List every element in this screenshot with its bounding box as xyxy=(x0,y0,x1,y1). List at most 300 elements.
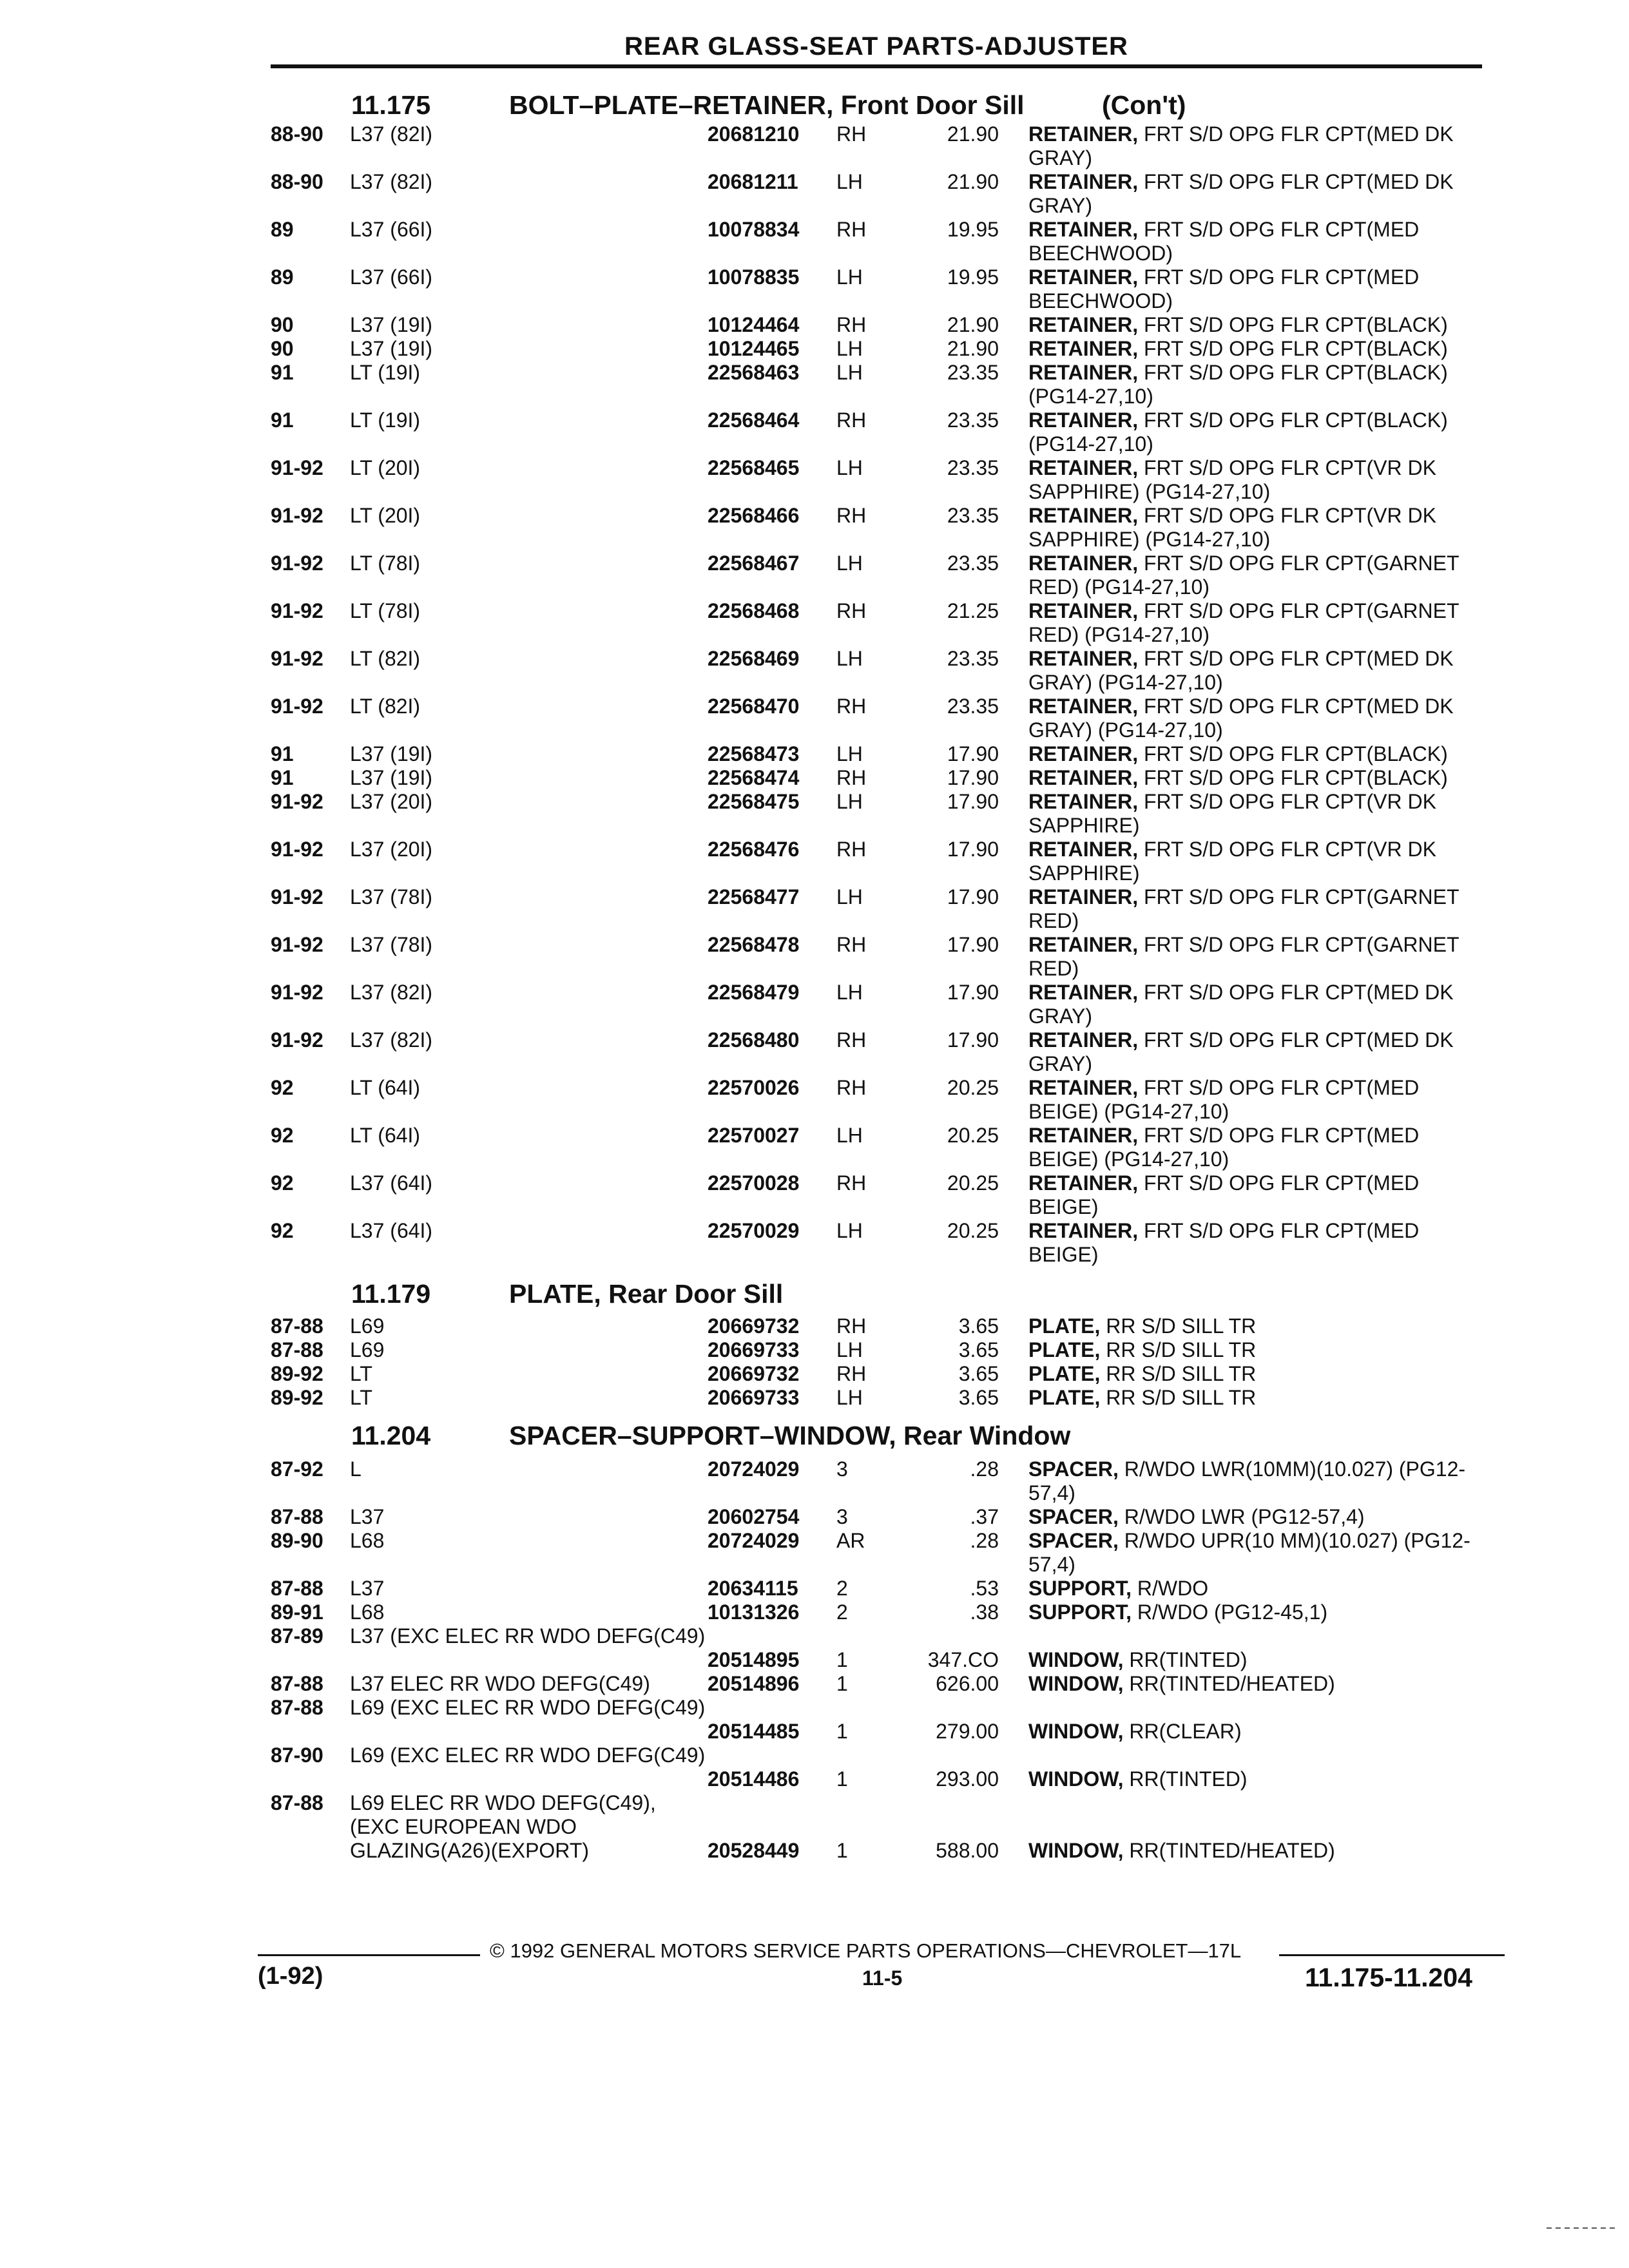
quantity-or-side: LH xyxy=(836,337,863,360)
description-keyword: RETAINER, xyxy=(1028,122,1139,146)
model-years: 89-90 xyxy=(271,1529,323,1552)
part-number: 20681211 xyxy=(708,170,798,193)
model-code: LT (20I) xyxy=(350,456,421,479)
description-detail: FRT S/D OPG FLR CPT(BLACK) xyxy=(1138,766,1448,789)
model-years: 89-91 xyxy=(271,1600,323,1624)
price: 23.35 xyxy=(947,361,999,384)
part-number: 22568477 xyxy=(708,885,800,908)
model-code: LT (64I) xyxy=(350,1124,421,1147)
model-years: 87-89 xyxy=(271,1624,323,1648)
part-description xyxy=(1028,218,1492,265)
price: 19.95 xyxy=(947,265,999,289)
description-keyword: RETAINER, xyxy=(1028,408,1139,432)
parts-row xyxy=(0,1028,1629,1076)
model-code: LT (82I) xyxy=(350,647,421,670)
price: 20.25 xyxy=(947,1171,999,1195)
parts-row xyxy=(0,885,1629,933)
model-years: 87-88 xyxy=(271,1338,323,1361)
part-number: 20669733 xyxy=(708,1338,800,1361)
section-number: 11.179 xyxy=(351,1279,431,1309)
parts-row xyxy=(0,1457,1629,1505)
quantity-or-side: LH xyxy=(836,1386,863,1409)
parts-row xyxy=(0,265,1629,313)
price: 3.65 xyxy=(958,1386,999,1409)
model-code: L37 (82I) xyxy=(350,170,433,193)
description-detail: FRT S/D OPG FLR CPT(MED DK GRAY) (PG14-27,10) xyxy=(1028,695,1454,742)
model-code: L69 ELEC RR WDO DEFG(C49), (EXC EUROPEAN WDO GLAZING(A26)(EXPORT) xyxy=(350,1791,656,1862)
price: 21.90 xyxy=(947,337,999,360)
parts-row xyxy=(0,1505,1629,1529)
part-description xyxy=(1028,1386,1492,1410)
part-description xyxy=(1028,885,1492,933)
model-code: L37 xyxy=(350,1505,385,1528)
quantity-or-side: RH xyxy=(836,933,867,956)
page-title: REAR GLASS-SEAT PARTS-ADJUSTER xyxy=(624,32,1128,61)
price: 19.95 xyxy=(947,218,999,241)
model-years: 91-92 xyxy=(271,695,323,718)
section-heading xyxy=(0,90,1629,126)
part-number: 20602754 xyxy=(708,1505,800,1528)
description-keyword: SPACER, xyxy=(1028,1457,1119,1481)
description-detail: R/WDO LWR (PG12-57,4) xyxy=(1118,1505,1365,1528)
footer-copyright: © 1992 GENERAL MOTORS SERVICE PARTS OPERATIONS—CHEVROLET—17L xyxy=(490,1939,1242,1962)
parts-row xyxy=(0,599,1629,647)
description-keyword: RETAINER, xyxy=(1028,838,1139,861)
description-detail: FRT S/D OPG FLR CPT(MED DK GRAY) xyxy=(1028,1028,1454,1075)
parts-row xyxy=(0,1696,1629,1744)
model-years: 91-92 xyxy=(271,981,323,1004)
model-code: LT xyxy=(350,1362,372,1385)
section-number: 11.175 xyxy=(351,90,431,120)
header-rule xyxy=(271,64,1482,68)
price: .38 xyxy=(970,1600,999,1624)
model-code: L37 (19I) xyxy=(350,742,433,765)
footer-section-range: 11.175-11.204 xyxy=(1305,1963,1472,1992)
part-number: 22568463 xyxy=(708,361,800,384)
description-detail: FRT S/D OPG FLR CPT(GARNET RED) (PG14-27,10) xyxy=(1028,599,1459,646)
model-years: 87-88 xyxy=(271,1696,323,1719)
quantity-or-side: RH xyxy=(836,408,867,432)
description-detail: FRT S/D OPG FLR CPT(MED BEECHWOOD) xyxy=(1028,218,1420,265)
quantity-or-side: LH xyxy=(836,1219,863,1242)
parts-row xyxy=(0,408,1629,456)
model-years: 87-90 xyxy=(271,1744,323,1767)
description-keyword: RETAINER, xyxy=(1028,456,1139,479)
quantity-or-side: RH xyxy=(836,695,867,718)
section-heading xyxy=(0,1421,1629,1457)
model-years: 87-88 xyxy=(271,1672,323,1695)
part-description xyxy=(1028,1529,1492,1577)
footer-page-number: 11-5 xyxy=(862,1966,903,1990)
description-detail: FRT S/D OPG FLR CPT(MED BEIGE) xyxy=(1028,1219,1420,1266)
parts-row xyxy=(0,1577,1629,1600)
part-description xyxy=(1028,647,1492,695)
description-detail: FRT S/D OPG FLR CPT(MED BEECHWOOD) xyxy=(1028,265,1420,312)
model-years: 91-92 xyxy=(271,599,323,622)
footer-rule-right xyxy=(1279,1954,1505,1956)
part-number: 22568469 xyxy=(708,647,800,670)
description-detail: FRT S/D OPG FLR CPT(BLACK) xyxy=(1138,337,1448,360)
part-number: 22568468 xyxy=(708,599,800,622)
description-detail: RR S/D SILL TR xyxy=(1100,1386,1257,1409)
model-code: L37 (64I) xyxy=(350,1219,433,1242)
quantity-or-side: LH xyxy=(836,552,863,575)
model-years: 91-92 xyxy=(271,504,323,527)
description-detail: FRT S/D OPG FLR CPT(BLACK) xyxy=(1138,313,1448,336)
model-code: L37 (19I) xyxy=(350,337,433,360)
description-detail: FRT S/D OPG FLR CPT(BLACK) (PG14-27,10) xyxy=(1028,408,1448,456)
description-keyword: RETAINER, xyxy=(1028,552,1139,575)
model-years: 91-92 xyxy=(271,552,323,575)
parts-row xyxy=(0,361,1629,408)
price: 17.90 xyxy=(947,742,999,765)
parts-row xyxy=(0,1624,1629,1672)
price: 20.25 xyxy=(947,1219,999,1242)
parts-row xyxy=(0,981,1629,1028)
part-description xyxy=(1028,766,1492,790)
price: .53 xyxy=(970,1577,999,1600)
model-years: 91 xyxy=(271,742,294,765)
description-keyword: RETAINER, xyxy=(1028,1124,1139,1147)
model-code: L37 (78I) xyxy=(350,933,433,956)
description-keyword: RETAINER, xyxy=(1028,981,1139,1004)
model-years: 90 xyxy=(271,337,294,360)
description-detail: FRT S/D OPG FLR CPT(GARNET RED) (PG14-27,10) xyxy=(1028,552,1459,599)
model-years: 91-92 xyxy=(271,933,323,956)
part-number: 20514486 xyxy=(708,1767,800,1791)
model-code: L68 xyxy=(350,1600,385,1624)
section-name: PLATE, Rear Door Sill xyxy=(509,1279,784,1309)
description-keyword: WINDOW, xyxy=(1028,1720,1124,1743)
description-keyword: RETAINER, xyxy=(1028,1219,1139,1242)
part-number: 20514485 xyxy=(708,1720,800,1743)
quantity-or-side: LH xyxy=(836,790,863,813)
model-years: 87-88 xyxy=(271,1577,323,1600)
part-number: 22570029 xyxy=(708,1219,800,1242)
model-code: L37 (66I) xyxy=(350,265,433,289)
description-keyword: RETAINER, xyxy=(1028,1076,1139,1099)
part-description xyxy=(1028,1171,1492,1219)
model-years: 91 xyxy=(271,408,294,432)
price: .28 xyxy=(970,1457,999,1481)
part-number: 22570028 xyxy=(708,1171,800,1195)
part-number: 20724029 xyxy=(708,1529,800,1552)
quantity-or-side: LH xyxy=(836,981,863,1004)
quantity-or-side: LH xyxy=(836,885,863,908)
parts-row xyxy=(0,838,1629,885)
part-number: 22568479 xyxy=(708,981,800,1004)
description-detail: FRT S/D OPG FLR CPT(GARNET RED) xyxy=(1028,933,1459,980)
part-description xyxy=(1028,1314,1492,1338)
part-description xyxy=(1028,1219,1492,1267)
model-code: LT (19I) xyxy=(350,408,421,432)
part-description xyxy=(1028,170,1492,218)
quantity-or-side: RH xyxy=(836,838,867,861)
part-description xyxy=(1028,1028,1492,1076)
part-description xyxy=(1028,981,1492,1028)
price: 588.00 xyxy=(936,1839,999,1862)
model-code: L69 xyxy=(350,1314,385,1338)
quantity-or-side: LH xyxy=(836,265,863,289)
description-detail: RR S/D SILL TR xyxy=(1100,1362,1257,1385)
description-keyword: SUPPORT, xyxy=(1028,1577,1132,1600)
part-description xyxy=(1028,1076,1492,1124)
quantity-or-side: RH xyxy=(836,313,867,336)
part-number: 20514895 xyxy=(708,1648,800,1671)
description-keyword: RETAINER, xyxy=(1028,1171,1139,1195)
price: 21.25 xyxy=(947,599,999,622)
parts-row xyxy=(0,1171,1629,1219)
parts-row xyxy=(0,1529,1629,1577)
parts-row xyxy=(0,1338,1629,1362)
parts-row xyxy=(0,218,1629,265)
price: 21.90 xyxy=(947,122,999,146)
quantity-or-side: 1 xyxy=(836,1767,848,1791)
parts-row xyxy=(0,504,1629,552)
part-description xyxy=(1028,1338,1492,1362)
part-number: 22568466 xyxy=(708,504,800,527)
model-years: 92 xyxy=(271,1076,294,1099)
model-years: 89-92 xyxy=(271,1386,323,1409)
description-detail: RR(TINTED/HEATED) xyxy=(1123,1839,1335,1862)
price: 21.90 xyxy=(947,170,999,193)
quantity-or-side: 1 xyxy=(836,1839,848,1862)
quantity-or-side: LH xyxy=(836,1338,863,1361)
part-number: 22568474 xyxy=(708,766,800,789)
price: 23.35 xyxy=(947,552,999,575)
description-detail: FRT S/D OPG FLR CPT(VR DK SAPPHIRE) xyxy=(1028,838,1436,885)
parts-row xyxy=(0,933,1629,981)
description-keyword: RETAINER, xyxy=(1028,647,1139,670)
parts-row xyxy=(0,1672,1629,1696)
description-detail: RR(TINTED/HEATED) xyxy=(1123,1672,1335,1695)
part-number: 22570027 xyxy=(708,1124,800,1147)
parts-row xyxy=(0,1362,1629,1386)
part-number: 10131326 xyxy=(708,1600,800,1624)
quantity-or-side: LH xyxy=(836,1124,863,1147)
quantity-or-side: 3 xyxy=(836,1505,848,1528)
part-number: 22570026 xyxy=(708,1076,800,1099)
description-keyword: WINDOW, xyxy=(1028,1672,1124,1695)
section-continued: (Con't) xyxy=(1102,90,1186,120)
quantity-or-side: RH xyxy=(836,122,867,146)
description-keyword: RETAINER, xyxy=(1028,599,1139,622)
description-keyword: PLATE, xyxy=(1028,1386,1101,1409)
price: 626.00 xyxy=(936,1672,999,1695)
part-description xyxy=(1028,456,1492,504)
model-years: 91-92 xyxy=(271,456,323,479)
model-years: 92 xyxy=(271,1171,294,1195)
parts-row xyxy=(0,1076,1629,1124)
section-name: BOLT–PLATE–RETAINER, Front Door Sill xyxy=(509,90,1025,120)
model-years: 91-92 xyxy=(271,838,323,861)
part-description xyxy=(1028,1362,1492,1386)
part-description xyxy=(1028,337,1492,361)
price: 17.90 xyxy=(947,766,999,789)
section-heading xyxy=(0,1279,1629,1315)
price: 20.25 xyxy=(947,1076,999,1099)
model-code: L xyxy=(350,1457,361,1481)
price: 293.00 xyxy=(936,1767,999,1791)
price: 23.35 xyxy=(947,504,999,527)
description-keyword: RETAINER, xyxy=(1028,170,1139,193)
part-number: 20669732 xyxy=(708,1314,800,1338)
parts-row xyxy=(0,647,1629,695)
description-detail: FRT S/D OPG FLR CPT(MED BEIGE) (PG14-27,10) xyxy=(1028,1076,1420,1123)
model-code: LT (78I) xyxy=(350,552,421,575)
model-years: 92 xyxy=(271,1219,294,1242)
model-code: LT (82I) xyxy=(350,695,421,718)
description-detail: FRT S/D OPG FLR CPT(MED DK GRAY) xyxy=(1028,122,1454,169)
part-description xyxy=(1028,1124,1492,1171)
quantity-or-side: AR xyxy=(836,1529,865,1552)
quantity-or-side: LH xyxy=(836,170,863,193)
description-keyword: RETAINER, xyxy=(1028,766,1139,789)
model-code: L37 (64I) xyxy=(350,1171,433,1195)
description-detail: RR(CLEAR) xyxy=(1123,1720,1242,1743)
price: 3.65 xyxy=(958,1338,999,1361)
parts-row xyxy=(0,695,1629,742)
part-description xyxy=(1028,504,1492,552)
model-years: 92 xyxy=(271,1124,294,1147)
parts-row xyxy=(0,1791,1629,1863)
model-years: 87-88 xyxy=(271,1314,323,1338)
description-keyword: SPACER, xyxy=(1028,1505,1119,1528)
description-detail: FRT S/D OPG FLR CPT(BLACK) (PG14-27,10) xyxy=(1028,361,1448,408)
description-keyword: RETAINER, xyxy=(1028,504,1139,527)
model-years: 91-92 xyxy=(271,1028,323,1052)
model-code: L37 xyxy=(350,1577,385,1600)
description-keyword: RETAINER, xyxy=(1028,742,1139,765)
model-code: L37 (20I) xyxy=(350,790,433,813)
part-number: 20681210 xyxy=(708,122,800,146)
price: .37 xyxy=(970,1505,999,1528)
description-keyword: WINDOW, xyxy=(1028,1767,1124,1791)
quantity-or-side: 1 xyxy=(836,1720,848,1743)
description-keyword: WINDOW, xyxy=(1028,1839,1124,1862)
description-keyword: RETAINER, xyxy=(1028,695,1139,718)
parts-row xyxy=(0,170,1629,218)
parts-row xyxy=(0,1386,1629,1410)
part-description xyxy=(1028,122,1492,170)
description-detail: FRT S/D OPG FLR CPT(VR DK SAPPHIRE) (PG14-27,10) xyxy=(1028,456,1436,503)
model-code: LT (78I) xyxy=(350,599,421,622)
part-description xyxy=(1028,1600,1492,1624)
description-keyword: PLATE, xyxy=(1028,1314,1101,1338)
parts-row xyxy=(0,1744,1629,1791)
model-code: L37 (82I) xyxy=(350,981,433,1004)
part-number: 20514896 xyxy=(708,1672,800,1695)
part-description xyxy=(1028,695,1492,742)
price: 20.25 xyxy=(947,1124,999,1147)
part-number: 10078835 xyxy=(708,265,800,289)
description-keyword: PLATE, xyxy=(1028,1362,1101,1385)
part-description xyxy=(1028,790,1492,838)
model-code: L37 (78I) xyxy=(350,885,433,908)
quantity-or-side: RH xyxy=(836,1076,867,1099)
parts-row xyxy=(0,337,1629,361)
model-code: L37 (EXC ELEC RR WDO DEFG(C49) xyxy=(350,1624,706,1648)
parts-row xyxy=(0,742,1629,766)
price: 17.90 xyxy=(947,838,999,861)
price: 17.90 xyxy=(947,981,999,1004)
footer-date-code: (1-92) xyxy=(258,1963,323,1990)
model-years: 91 xyxy=(271,766,294,789)
price: 23.35 xyxy=(947,456,999,479)
description-keyword: PLATE, xyxy=(1028,1338,1101,1361)
part-description xyxy=(1028,742,1492,766)
description-detail: R/WDO UPR(10 MM)(10.027) (PG12-57,4) xyxy=(1028,1529,1470,1576)
part-number: 22568467 xyxy=(708,552,800,575)
parts-row xyxy=(0,790,1629,838)
model-years: 91-92 xyxy=(271,647,323,670)
model-code: LT xyxy=(350,1386,372,1409)
description-detail: FRT S/D OPG FLR CPT(GARNET RED) xyxy=(1028,885,1459,932)
part-number: 22568478 xyxy=(708,933,800,956)
model-code: L37 (20I) xyxy=(350,838,433,861)
part-description xyxy=(1028,361,1492,408)
price: 23.35 xyxy=(947,647,999,670)
part-number: 22568470 xyxy=(708,695,800,718)
model-years: 88-90 xyxy=(271,122,323,146)
model-code: LT (64I) xyxy=(350,1076,421,1099)
description-keyword: RETAINER, xyxy=(1028,933,1139,956)
scan-mark xyxy=(1547,2227,1617,2229)
model-code: L37 (82I) xyxy=(350,1028,433,1052)
quantity-or-side: 2 xyxy=(836,1577,848,1600)
model-code: L37 ELEC RR WDO DEFG(C49) xyxy=(350,1672,650,1695)
quantity-or-side: LH xyxy=(836,647,863,670)
part-description xyxy=(1028,408,1492,456)
description-detail: RR(TINTED) xyxy=(1123,1767,1248,1791)
model-years: 89-92 xyxy=(271,1362,323,1385)
part-description xyxy=(1028,265,1492,313)
description-detail: FRT S/D OPG FLR CPT(VR DK SAPPHIRE) xyxy=(1028,790,1436,837)
part-description xyxy=(1028,1457,1492,1505)
price: 17.90 xyxy=(947,790,999,813)
section-number: 11.204 xyxy=(351,1421,431,1450)
part-number: 20669732 xyxy=(708,1362,800,1385)
model-code: L69 xyxy=(350,1338,385,1361)
quantity-or-side: RH xyxy=(836,766,867,789)
description-detail: FRT S/D OPG FLR CPT(MED BEIGE) (PG14-27,10) xyxy=(1028,1124,1420,1171)
description-detail: RR(TINTED) xyxy=(1123,1648,1248,1671)
part-description xyxy=(1028,933,1492,981)
description-keyword: RETAINER, xyxy=(1028,790,1139,813)
quantity-or-side: LH xyxy=(836,456,863,479)
model-code: L69 (EXC ELEC RR WDO DEFG(C49) xyxy=(350,1744,706,1767)
part-number: 10124464 xyxy=(708,313,800,336)
model-code: L37 (82I) xyxy=(350,122,433,146)
part-number: 10124465 xyxy=(708,337,800,360)
parts-row xyxy=(0,1219,1629,1267)
model-years: 87-88 xyxy=(271,1505,323,1528)
part-number: 20669733 xyxy=(708,1386,800,1409)
description-detail: FRT S/D OPG FLR CPT(MED BEIGE) xyxy=(1028,1171,1420,1218)
part-description xyxy=(1028,599,1492,647)
quantity-or-side: RH xyxy=(836,1028,867,1052)
part-number: 10078834 xyxy=(708,218,800,241)
model-code: L37 (19I) xyxy=(350,766,433,789)
model-years: 91 xyxy=(271,361,294,384)
price: 17.90 xyxy=(947,933,999,956)
quantity-or-side: RH xyxy=(836,218,867,241)
price: 17.90 xyxy=(947,1028,999,1052)
part-description xyxy=(1028,1648,1492,1672)
model-code: L37 (19I) xyxy=(350,313,433,336)
footer-rule-left xyxy=(258,1954,480,1956)
description-detail: R/WDO (PG12-45,1) xyxy=(1132,1600,1328,1624)
